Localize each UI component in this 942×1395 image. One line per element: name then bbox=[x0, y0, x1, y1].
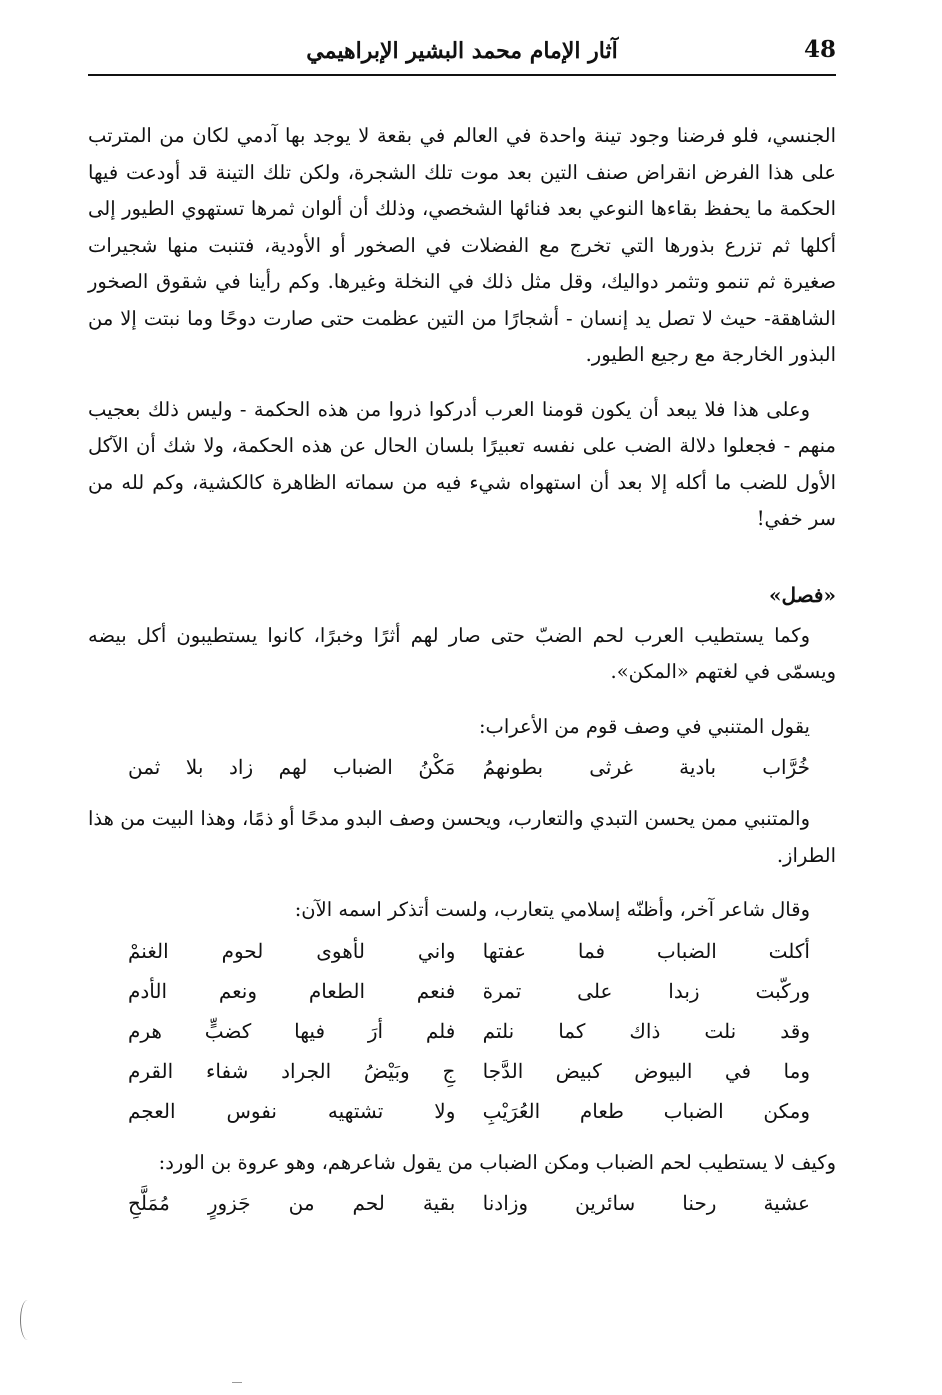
verse-line bbox=[88, 747, 836, 787]
verse-second-hemistich: مَكْنُ الضباب لهم زاد بلا ثمن bbox=[128, 755, 456, 779]
paragraph-5: والمتنبي ممن يحسن التبدي والتعارب، ويحسن وصف البدو مدحًا أو ذمًا، وهذا البيت من هذا الطراز. bbox=[88, 807, 836, 867]
scan-dash-mark bbox=[232, 1382, 242, 1383]
verse-first-hemistich: أكلت الضباب فما عفتها bbox=[482, 938, 810, 963]
verse-first-hemistich: ومكن الضباب طعام العُرَيْبِ bbox=[482, 1098, 810, 1123]
verse-line bbox=[88, 1051, 836, 1091]
paragraph-4: يقول المتنبي في وصف قوم من الأعراب: bbox=[478, 714, 810, 738]
book-page bbox=[88, 30, 836, 1360]
paragraph-3: وكما يستطيب العرب لحم الضبّ حتى صار لهم أثرًا وخبرًا، كانوا يستطيبون أكل بيضه ويسمّى في لغتهم «المكن». bbox=[88, 623, 836, 683]
verse-line bbox=[88, 1011, 836, 1051]
verse-first-hemistich: وما في البيوض كبيض الدَّجا bbox=[482, 1058, 810, 1083]
verse-second-hemistich: ولا تشتهيه نفوس العجم bbox=[128, 1098, 456, 1123]
verse-line bbox=[88, 931, 836, 971]
paragraph-2: وعلى هذا فلا يبعد أن يكون قومنا العرب أدركوا ذروا من هذه الحكمة - وليس ذلك بعجيب منهم - فجعلوا دلالة الضب على نفسه تعبيرًا بلسان الحال عن هذه الحكمة، ولا شك أن الآكل الأول للضب ما أكله إلا بعد أن استهواه شيء فيه من سماته الظاهرة كالكشية، وكم لله من سر خفي! bbox=[88, 397, 836, 530]
poem-anonymous bbox=[88, 931, 836, 1131]
poem-urwa bbox=[88, 1183, 836, 1223]
poem-mutanabbi bbox=[88, 747, 836, 787]
verse-second-hemistich: واني لأهوى لحوم الغنمْ bbox=[128, 938, 456, 963]
page-header bbox=[88, 30, 836, 76]
verse-second-hemistich: جِ وبَيْضُ الجراد شفاء القرم bbox=[128, 1058, 456, 1083]
verse-line bbox=[88, 1091, 836, 1131]
verse-first-hemistich: عشية رحنا سائرين وزادنا bbox=[482, 1191, 810, 1215]
verse-first-hemistich: وركّبت زبدا على تمرة bbox=[482, 978, 810, 1003]
page-number: 48 bbox=[803, 36, 836, 63]
scan-edge-mark bbox=[20, 1300, 35, 1340]
paragraph-6: وقال شاعر آخر، وأظنّه إسلامي يتعارب، ولست أتذكر اسمه الآن: bbox=[294, 898, 810, 921]
verse-second-hemistich: بقية لحم من جَزورٍ مُمَلَّحِ bbox=[128, 1191, 456, 1215]
paragraph-7: وكيف لا يستطيب لحم الضباب ومكن الضباب من يقول شاعرهم، وهو عروة بن الورد: bbox=[158, 1150, 836, 1174]
verse-first-hemistich: خُرَّاب بادية غرثى بطونهمُ bbox=[482, 755, 810, 779]
verse-second-hemistich: فنعم الطعام ونعم الأدم bbox=[128, 978, 456, 1003]
page-body bbox=[88, 118, 836, 1237]
running-title: آثار الإمام محمد البشير الإبراهيمي bbox=[306, 38, 618, 64]
paragraph-1: الجنسي، فلو فرضنا وجود تينة واحدة في العالم في بقعة لا يوجد بها آدمي لكان من المترتب على هذا الفرض انقراض صنف التين بعد موت تلك الشجرة، ولكن تلك التينة قد أودعت فيها الحكمة ما يحفظ بقاءها النوعي بعد فنائها الشخصي، وذلك أن ألوان ثمرها تستهوي الطيور إلى أكلها ثم تزرع بذورها التي تخرج مع الفضلات في الصخور أو الأودية، فتنبت منها شجيرات صغيرة ثم تنمو وتثمر دواليك، وقل مثل ذلك في النخلة وغيرها. وكم رأينا في شقوق الصخور الشاهقة- حيث لا تصل يد إنسان - أشجارًا من التين عظمت حتى صارت دوحًا وما نبتت إلا من البذور الخارجة مع رجيع الطيور. bbox=[88, 124, 836, 366]
verse-second-hemistich: فلم أرَ فيها كضبٍّ هرم bbox=[128, 1018, 456, 1043]
verse-line bbox=[88, 971, 836, 1011]
verse-line bbox=[88, 1183, 836, 1223]
verse-first-hemistich: وقد نلت ذاك كما نلتم bbox=[482, 1018, 810, 1043]
section-heading: «فصل» bbox=[768, 582, 836, 607]
